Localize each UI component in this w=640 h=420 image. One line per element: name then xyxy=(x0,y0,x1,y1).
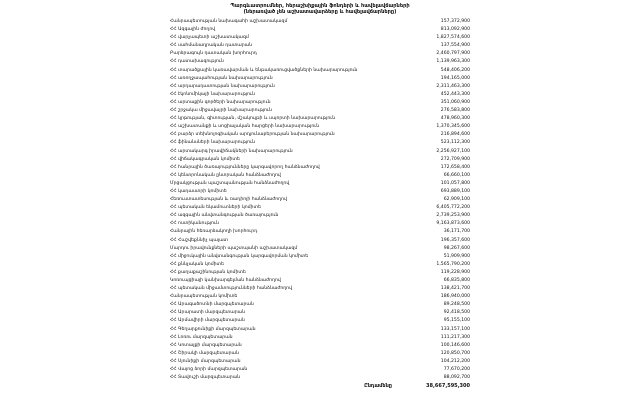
table-row xyxy=(170,245,470,253)
table-row xyxy=(170,131,470,139)
row-amount: 2,256,927,100 xyxy=(436,148,470,154)
table-row xyxy=(170,75,470,83)
row-name: ՀՀ Լոռու մարզպետարան xyxy=(170,334,233,340)
row-amount: 51,909,900 xyxy=(443,253,470,259)
row-amount: 89,248,500 xyxy=(443,302,470,308)
row-name: ՀՀ էկոնոմիկայի նախարարություն xyxy=(170,91,255,97)
row-amount: 216,894,600 xyxy=(440,132,470,138)
table-row xyxy=(170,374,470,382)
row-name: ՀՀ ազգային անվտանգության ծառայություն xyxy=(170,213,279,219)
table-row xyxy=(170,204,470,212)
row-amount: 172,658,400 xyxy=(440,164,470,170)
row-amount: 138,421,700 xyxy=(440,286,470,292)
row-name: ՀՀ արտակարգ իրավիճակների նախարարություն xyxy=(170,148,293,154)
row-name: ՀՀ կենտրոնական ընտրական հանձնաժողով xyxy=(170,172,281,178)
row-amount: 92,418,500 xyxy=(443,310,470,316)
row-amount: 478,960,300 xyxy=(440,116,470,122)
row-amount: 9,163,873,600 xyxy=(436,221,470,227)
table-row xyxy=(170,18,470,26)
row-name: ՀՀ Գեղարքունիքի մարզպետարան xyxy=(170,326,256,332)
amounts-table xyxy=(170,18,470,382)
row-amount: 62,909,100 xyxy=(443,197,470,203)
row-amount: 95,155,100 xyxy=(443,318,470,324)
row-name: ՀՀ կադաստրի կոմիտե xyxy=(170,188,227,194)
row-name: ՀՀ պետական միջամտությունների հանձնաժողով xyxy=(170,286,293,292)
table-row xyxy=(170,317,470,325)
table-row xyxy=(170,334,470,342)
table-row xyxy=(170,366,470,374)
row-amount: 100,146,600 xyxy=(440,342,470,348)
table-row xyxy=(170,253,470,261)
row-amount: 36,171,700 xyxy=(443,229,470,235)
row-amount: 2,739,253,900 xyxy=(436,213,470,219)
table-row xyxy=(170,188,470,196)
row-name: ՀՀ արտաքին գործերի նախարարություն xyxy=(170,99,271,105)
row-amount: 693,889,100 xyxy=(440,188,470,194)
table-row xyxy=(170,67,470,75)
table-row xyxy=(170,58,470,66)
row-amount: 137,554,900 xyxy=(440,43,470,49)
table-row xyxy=(170,139,470,147)
row-amount: 133,157,100 xyxy=(440,326,470,332)
table-row xyxy=(170,115,470,123)
row-name: Մրցակցության պաշտպանության հանձնաժողով xyxy=(170,180,290,186)
row-amount: 157,372,900 xyxy=(440,19,470,24)
table-row xyxy=(170,91,470,99)
row-name: ՀՀ արդարադատության նախարարություն xyxy=(170,83,275,89)
row-name: ՀՀ տարածքային կառավարման և ենթակառուցվածքների նախարարություն xyxy=(170,67,358,73)
table-row xyxy=(170,342,470,350)
table-row xyxy=(170,301,470,309)
row-name: Հանրապետության կոմիտե xyxy=(170,294,238,300)
table-row xyxy=(170,156,470,164)
table-row xyxy=(170,285,470,293)
row-name: Հանրապետության նախագահի աշխատակազմ xyxy=(170,19,288,24)
row-amount: 1,565,790,200 xyxy=(436,261,470,267)
table-row xyxy=(170,148,470,156)
table-row xyxy=(170,34,470,42)
table-row xyxy=(170,212,470,220)
row-amount: 2,311,463,300 xyxy=(436,83,470,89)
total-label: Ընդամենը xyxy=(364,383,392,390)
row-amount: 88,092,700 xyxy=(443,375,470,381)
row-name: ՀՀ Արարատի մարզպետարան xyxy=(170,310,246,316)
row-name: ՀՀ հանրային ծառայությունները կարգավորող հանձնաժողով xyxy=(170,164,320,170)
row-amount: 351,060,900 xyxy=(440,99,470,105)
table-row xyxy=(170,269,470,277)
row-name: ՀՀ վիճակագրական կոմիտե xyxy=(170,156,240,162)
table-row xyxy=(170,172,470,180)
row-amount: 272,709,900 xyxy=(440,156,470,162)
row-amount: 77,670,200 xyxy=(443,367,470,373)
row-name: ՀՀ Կոտայքի մարզպետարան xyxy=(170,342,242,348)
row-amount: 548,406,200 xyxy=(440,67,470,73)
table-row xyxy=(170,123,470,131)
row-name: ՀՀ Արմավիրի մարզպետարան xyxy=(170,318,245,324)
row-name: ՀՀ Տավուշի մարզպետարան xyxy=(170,375,241,381)
table-row xyxy=(170,293,470,301)
row-amount: 1,827,574,600 xyxy=(436,35,470,41)
row-name: ՀՀ Հաշվեքննիչ պալատ xyxy=(170,237,229,243)
table-row xyxy=(170,42,470,50)
row-amount: 1,139,963,300 xyxy=(436,59,470,65)
total-row xyxy=(170,382,470,391)
row-amount: 101,057,800 xyxy=(440,180,470,186)
table-row xyxy=(170,350,470,358)
row-amount: 194,165,000 xyxy=(440,75,470,81)
row-name: Հանրային հեռարձակողի խորհուրդ xyxy=(170,229,258,235)
document-title xyxy=(170,3,470,15)
row-amount: 196,357,600 xyxy=(440,237,470,243)
table-row xyxy=(170,261,470,269)
row-name: ՀՀ ոստիկանություն xyxy=(170,221,219,227)
table-row xyxy=(170,26,470,34)
row-name: ՀՀ կրթության, գիտության, մշակույթի և սպորտի նախարարություն xyxy=(170,116,336,122)
row-name: ՀՀ Սյունիքի մարզպետարան xyxy=(170,358,241,364)
row-name: ՀՀ Վայոց ձորի մարզպետարան xyxy=(170,367,248,373)
row-name: ՀՀ շրջակա միջավայրի նախարարություն xyxy=(170,108,272,114)
document-page xyxy=(170,3,470,391)
row-amount: 111,217,300 xyxy=(440,334,470,340)
row-name: ՀՀ Արագածոտնի մարզպետարան xyxy=(170,302,254,308)
row-name: ՀՀ Ազգային ժողով xyxy=(170,27,216,33)
row-amount: 2,460,797,900 xyxy=(436,51,470,57)
row-amount: 98,267,600 xyxy=(443,245,470,251)
row-name: ՀՀ ֆինանսների նախարարություն xyxy=(170,140,255,146)
table-row xyxy=(170,220,470,228)
table-row xyxy=(170,180,470,188)
row-name: Մարդու իրավունքների պաշտպանի աշխատակազմ xyxy=(170,245,298,251)
table-row xyxy=(170,164,470,172)
row-name: ՀՀ քաղաքաշինության կոմիտե xyxy=(170,269,246,275)
table-row xyxy=(170,309,470,317)
table-row xyxy=(170,277,470,285)
row-name: ՀՀ պետական եկամուտների կոմիտե xyxy=(170,205,261,211)
row-amount: 66,660,100 xyxy=(443,172,470,178)
row-amount: 523,112,300 xyxy=(440,140,470,146)
row-name: ՀՀ Շիրակի մարզպետարան xyxy=(170,350,239,356)
row-name: ՀՀ դատախազություն xyxy=(170,59,224,65)
table-row xyxy=(170,237,470,245)
row-amount: 813,092,900 xyxy=(440,27,470,33)
row-name: ՀՀ սահմանադրական դատարան xyxy=(170,43,253,49)
table-row xyxy=(170,50,470,58)
row-name: ՀՀ բարձր տեխնոլոգիական արդյունաբերության նախարարություն xyxy=(170,132,335,138)
title-line-2: (ներառված չեն աշխատավարձերը և հավելավճարները) xyxy=(243,9,397,15)
row-name: Հեռուստատեսության և ռադիոյի հանձնաժողով xyxy=(170,197,287,203)
table-row xyxy=(170,228,470,236)
row-name: ՀՀ առողջապահության նախարարություն xyxy=(170,75,273,81)
table-row xyxy=(170,358,470,366)
row-amount: 1,370,345,600 xyxy=(436,124,470,130)
row-amount: 66,835,800 xyxy=(443,278,470,283)
row-amount: 452,443,300 xyxy=(440,91,470,97)
table-row xyxy=(170,107,470,115)
table-row xyxy=(170,99,470,107)
table-row xyxy=(170,83,470,91)
row-name: ՀՀ աշխատանքի և սոցիալական հարցերի նախարարություն xyxy=(170,124,320,130)
row-amount: 119,228,900 xyxy=(440,269,470,275)
row-name: Կոռուպցիայի կանխարգելման հանձնաժողով xyxy=(170,278,281,283)
table-row xyxy=(170,326,470,334)
row-amount: 104,212,200 xyxy=(440,358,470,364)
row-amount: 6,405,772,200 xyxy=(436,205,470,211)
row-name: ՀՀ վարչապետի աշխատակազմ xyxy=(170,35,249,41)
title-line-1: Պարգևատրումներ, հերաշխիքային ֆոնդերի և հավելավճարների xyxy=(230,3,410,9)
row-amount: 276,583,800 xyxy=(440,108,470,114)
row-amount: 120,850,700 xyxy=(440,350,470,356)
row-name: ՀՀ միջուկային անվտանգության կարգավորման կոմիտե xyxy=(170,253,309,259)
row-amount: 186,940,000 xyxy=(440,294,470,300)
row-name: ՀՀ քննչական կոմիտե xyxy=(170,261,224,267)
table-row xyxy=(170,196,470,204)
row-name: Բարձրագույն դատական խորհուրդ xyxy=(170,51,257,57)
total-amount: 38,667,595,300 xyxy=(426,383,470,390)
